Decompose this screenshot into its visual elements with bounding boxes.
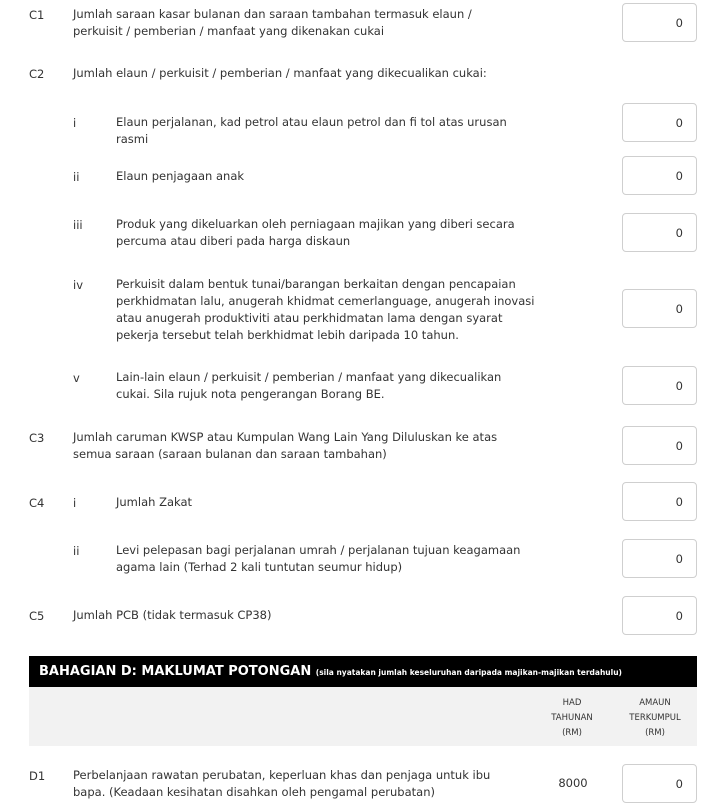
desc-d1: Perbelanjaan rawatan perubatan, keperluan khas dan penjaga untuk ibu bapa. (Keadaan kesihatan disahkan oleh pengamal perubatan) (73, 768, 491, 799)
desc-c2-iii: Produk yang dikeluarkan oleh perniagaan majikan yang diberi secara percuma atau diberi pada harga diskaun (116, 217, 515, 248)
code-c2: C2 (29, 67, 45, 81)
input-c2-iii[interactable] (622, 213, 697, 252)
sub-c4-i: i (73, 496, 77, 510)
column-header-band (29, 687, 697, 746)
sub-c2-ii: ii (73, 170, 80, 184)
sub-c2-i: i (73, 116, 77, 130)
input-d1[interactable] (622, 764, 697, 803)
input-c5[interactable] (622, 596, 697, 635)
input-c2-iv[interactable] (622, 289, 697, 328)
desc-c3: Jumlah caruman KWSP atau Kumpulan Wang Lain Yang Diluluskan ke atas semua saraan (saraan bulanan dan saraan tambahan) (73, 430, 498, 461)
input-c2-ii[interactable] (622, 156, 697, 195)
desc-c1: Jumlah saraan kasar bulanan dan saraan tambahan termasuk elaun / perkuisit / pemberian / manfaat yang dikenakan cukai (73, 7, 472, 38)
sub-c4-ii: ii (73, 544, 80, 558)
col-had-line1: HAD (562, 698, 582, 708)
desc-c4-ii: Levi pelepasan bagi perjalanan umrah / perjalanan tujuan keagamaan agama lain (Terhad 2 kali tuntutan seumur hidup) (116, 543, 521, 574)
input-c3[interactable] (622, 426, 697, 465)
input-c2-v[interactable] (622, 366, 697, 405)
code-c5: C5 (29, 609, 45, 623)
desc-c2: Jumlah elaun / perkuisit / pemberian / manfaat yang dikecualikan cukai: (73, 66, 487, 80)
section-d-title-wrap (39, 664, 622, 679)
section-d-title: BAHAGIAN D: MAKLUMAT POTONGAN (39, 664, 312, 679)
col-had-line3: (RM) (562, 728, 582, 738)
sub-c2-iii: iii (73, 218, 83, 232)
code-c1: C1 (29, 8, 45, 22)
code-c4: C4 (29, 496, 45, 510)
section-d-header (29, 656, 697, 687)
col-header-had (532, 696, 612, 741)
sub-c2-iv: iv (73, 278, 84, 292)
desc-c2-ii: Elaun penjagaan anak (116, 169, 245, 183)
code-d1: D1 (29, 769, 46, 783)
desc-c4-i: Jumlah Zakat (116, 495, 193, 509)
input-c4-ii[interactable] (622, 539, 697, 578)
col-header-amaun (615, 696, 695, 741)
had-d1: 8000 (558, 776, 588, 790)
desc-c2-i: Elaun perjalanan, kad petrol atau elaun petrol dan fi tol atas urusan rasmi (116, 115, 507, 146)
col-amaun-line1: AMAUN (639, 698, 671, 708)
col-had-line2: TAHUNAN (551, 713, 593, 723)
input-c1[interactable] (622, 3, 697, 42)
desc-c5: Jumlah PCB (tidak termasuk CP38) (73, 608, 272, 622)
desc-c2-iv: Perkuisit dalam bentuk tunai/barangan berkaitan dengan pencapaian perkhidmatan lalu, anugerah khidmat cemerlanguage, anugerah inovasi atau anugerah produktiviti atau perkhidmatan lama dengan syarat pekerja tersebut telah berkhidmat lebih daripada 10 tahun. (116, 277, 535, 342)
desc-c2-v: Lain-lain elaun / perkuisit / pemberian / manfaat yang dikecualikan cukai. Sila rujuk nota pengerangan Borang BE. (116, 370, 502, 401)
input-c4-i[interactable] (622, 482, 697, 521)
sub-c2-v: v (73, 371, 80, 385)
input-c2-i[interactable] (622, 103, 697, 142)
col-amaun-line3: (RM) (645, 728, 665, 738)
section-d-note: (sila nyatakan jumlah keseluruhan daripada majikan-majikan terdahulu) (315, 668, 622, 677)
code-c3: C3 (29, 431, 45, 445)
col-amaun-line2: TERKUMPUL (629, 713, 681, 723)
